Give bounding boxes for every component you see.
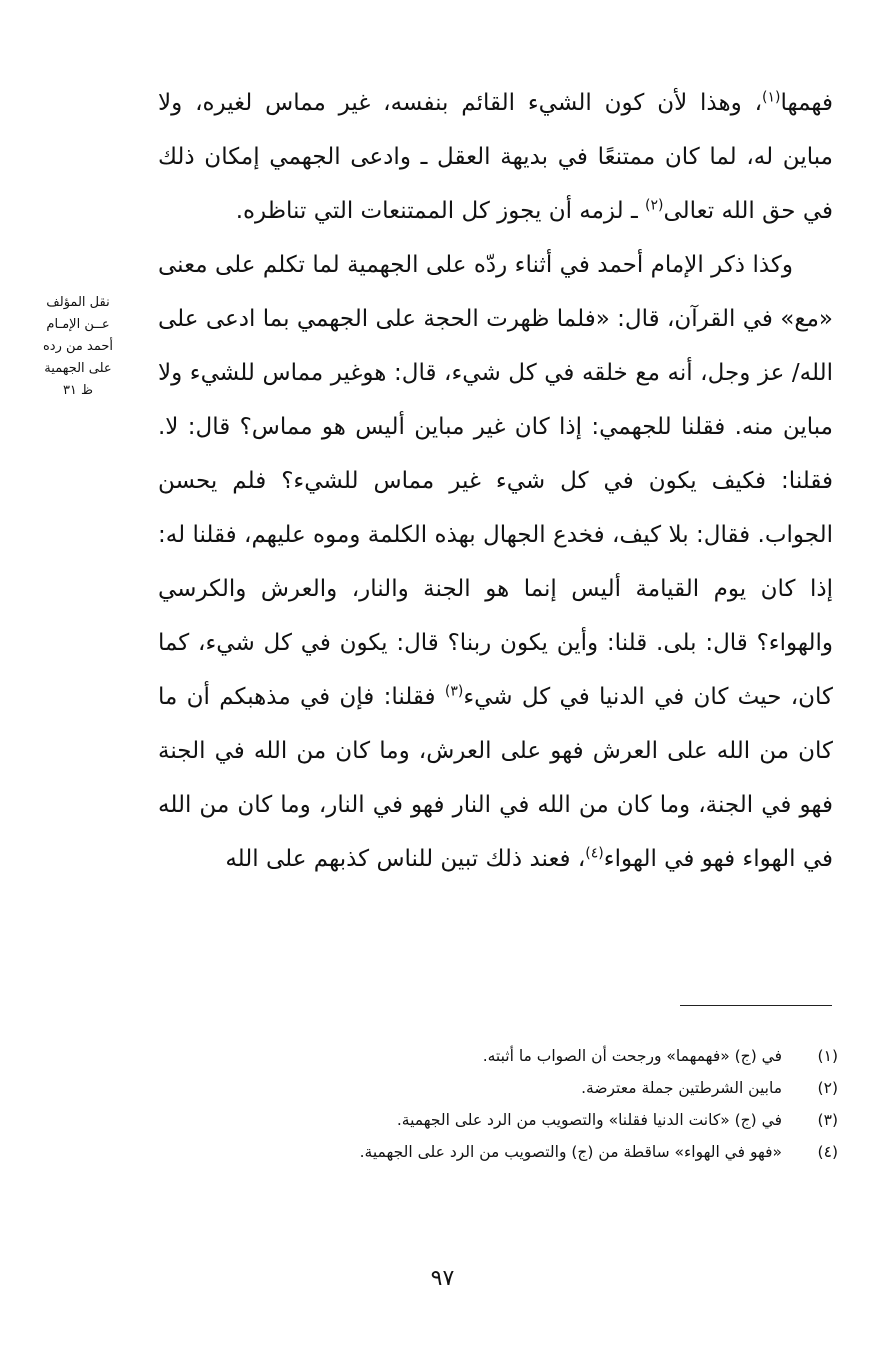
text-run: ، فعند ذلك تبين للناس كذبهم على الله bbox=[225, 846, 586, 872]
text-run: ـ لزمه أن يجوز كل الممتنعات التي تناظره. bbox=[235, 198, 645, 224]
text-run: وكذا ذكر الإمام أحمد في أثناء ردّه على الجهمية لما تكلم على معنى «مع» في القرآن، قال: «فلما ظهرت الحجة على الجهمي بما ادعى على الله/ عز وجل، أنه مع خلقه في كل شيء، قال: هوغير مماس للشيء ولا مباين منه. فقلنا للجهمي: إذا كان غير مباين أليس هو مماس؟ قال: لا. فقلنا: فكيف يكون في كل شيء غير مماس للشيء؟ فلم يحسن الجواب. فقال: بلا كيف، فخدع الجهال بهذه الكلمة وموه عليهم، فقلنا له: إذا كان يوم القيامة أليس إنما هو الجنة والنار، والعرش والكرسي والهواء؟ قال: بلى. قلنا: وأين يكون ربنا؟ قال: يكون في كل شيء، كما كان، حيث كان في الدنيا في كل شيء bbox=[158, 252, 833, 710]
margin-note bbox=[24, 292, 132, 402]
footnote-number: (١) bbox=[817, 1047, 838, 1065]
footnote-item bbox=[160, 1072, 838, 1104]
footnote-text: «فهو في الهواء» ساقطة من (ج) والتصويب من الرد على الجهمية. bbox=[359, 1143, 782, 1161]
text-run: فقلنا: فإن في مذهبكم أن ما كان من الله على العرش فهو على العرش، وما كان من الله في الجنة فهو في الجنة، وما كان من الله في النار فهو في النار، وما كان من الله في الهواء فهو في الهواء bbox=[158, 684, 833, 872]
page-number: ٩٧ bbox=[430, 1266, 455, 1291]
footnote-item bbox=[160, 1104, 838, 1136]
text-run: فهمها bbox=[780, 90, 833, 116]
footnote-item bbox=[160, 1136, 838, 1168]
footnote-number: (٣) bbox=[817, 1111, 838, 1129]
footnote-text: في (ج) «كانت الدنيا فقلنا» والتصويب من الرد على الجهمية. bbox=[396, 1111, 782, 1129]
footnote-ref-4: (٤) bbox=[585, 845, 604, 862]
paragraph-2 bbox=[158, 238, 833, 886]
margin-note-line: عــن الإمـام bbox=[46, 317, 110, 332]
footnote-number: (٤) bbox=[817, 1143, 838, 1161]
footnote-ref-3: (٣) bbox=[444, 683, 464, 700]
footnote-divider bbox=[680, 1005, 832, 1006]
footnote-item bbox=[160, 1040, 838, 1072]
margin-note-line: على الجهمية bbox=[44, 361, 112, 376]
margin-note-line: أحمد من رده bbox=[43, 339, 113, 354]
paragraph-1 bbox=[158, 76, 833, 238]
margin-note-line: ظ ٣١ bbox=[62, 383, 94, 398]
footnote-text: مابين الشرطتين جملة معترضة. bbox=[581, 1079, 782, 1097]
footnote-number: (٢) bbox=[817, 1079, 838, 1097]
margin-note-line: نقل المؤلف bbox=[46, 295, 110, 310]
footnote-ref-1: (١) bbox=[762, 89, 781, 106]
main-text bbox=[158, 76, 833, 886]
footnote-text: في (ج) «فهمهما» ورجحت أن الصواب ما أثبته. bbox=[482, 1047, 782, 1065]
footnote-ref-2: (٢) bbox=[645, 197, 664, 214]
text-run: ، وهذا لأن كون الشيء القائم بنفسه، غير مماس لغيره، ولا مباين له، لما كان ممتنعًا في بديهة العقل ـ وادعى الجهمي إمكان ذلك في حق الله تعالى bbox=[158, 90, 833, 224]
footnotes bbox=[160, 1040, 838, 1168]
